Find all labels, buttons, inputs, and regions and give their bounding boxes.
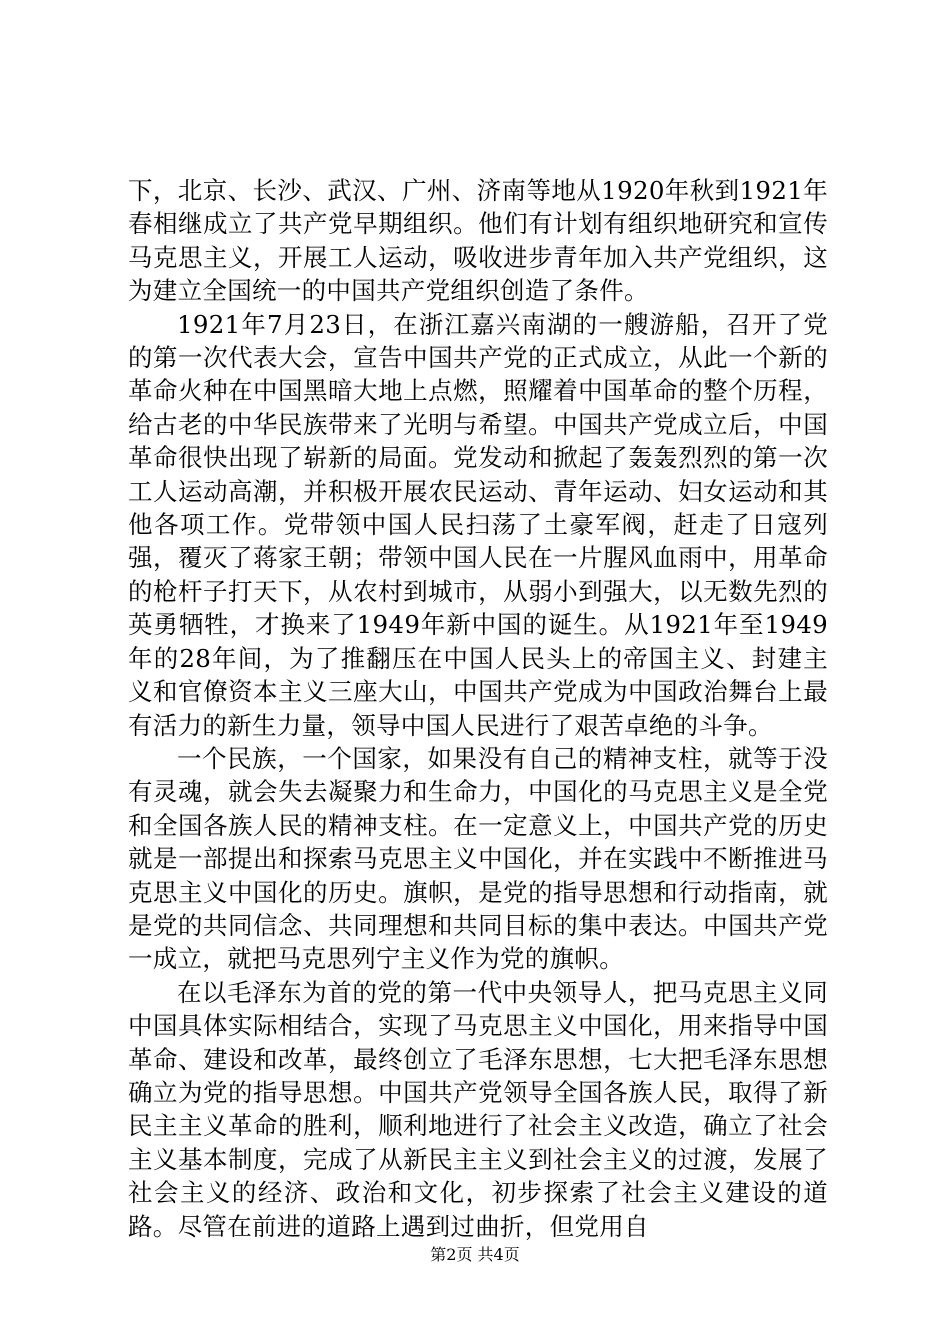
paragraph-party-founding: 1921年7月23日，在浙江嘉兴南湖的一艘游船，召开了党的第一次代表大会，宣告中国共产党的正式成立，从此一个新的革命火种在中国黑暗大地上点燃，照耀着中国革命的整个历程，给古老的中华民族带来了光明与希望。中国共产党成立后，中国革命很快出现了崭新的局面。党发动和掀起了轰轰烈烈的第一次工人运动高潮，并积极开展农民运动、青年运动、妇女运动和其他各项工作。党带领中国人民扫荡了土豪军阀，赶走了日寇列强，覆灭了蒋家王朝；带领中国人民在一片腥风血雨中，用革命的枪杆子打天下，从农村到城市，从弱小到强大，以无数先烈的英勇牺牲，才换来了1949年新中国的诞生。从1921年至1949年的28年间，为了推翻压在中国人民头上的帝国主义、封建主义和官僚资本主义三座大山，中国共产党成为中国政治舞台上最有活力的新生力量，领导中国人民进行了艰苦卓绝的斗争。 [128,309,828,740]
paragraph-spiritual-pillar: 一个民族，一个国家，如果没有自己的精神支柱，就等于没有灵魂，就会失去凝聚力和生命力，中国化的马克思主义是全党和全国各族人民的精神支柱。在一定意义上，中国共产党的历史就是一部提出和探索马克思主义中国化，并在实践中不断推进马克思主义中国化的历史。旗帜，是党的指导思想和行动指南，就是党的共同信念、共同理想和共同目标的集中表达。中国共产党一成立，就把马克思列宁主义作为党的旗帜。 [128,743,828,974]
document-body [128,174,828,1243]
paragraph-mao-zedong-thought: 在以毛泽东为首的党的第一代中央领导人，把马克思主义同中国具体实际相结合，实现了马克思主义中国化，用来指导中国革命、建设和改革，最终创立了毛泽东思想，七大把毛泽东思想确立为党的指导思想。中国共产党领导全国各族人民，取得了新民主主义革命的胜利，顺利地进行了社会主义改造，确立了社会主义基本制度，完成了从新民主主义到社会主义的过渡，发展了社会主义的经济、政治和文化，初步探索了社会主义建设的道路。尽管在前进的道路上遇到过曲折，但党用自 [128,977,828,1241]
page-footer: 第2页 共4页 [430,1245,520,1264]
paragraph-continued: 下，北京、长沙、武汉、广州、济南等地从1920年秋到1921年春相继成立了共产党早期组织。他们有计划有组织地研究和宣传马克思主义，开展工人运动，吸收进步青年加入共产党组织，这为建立全国统一的中国共产党组织创造了条件。 [128,176,828,306]
